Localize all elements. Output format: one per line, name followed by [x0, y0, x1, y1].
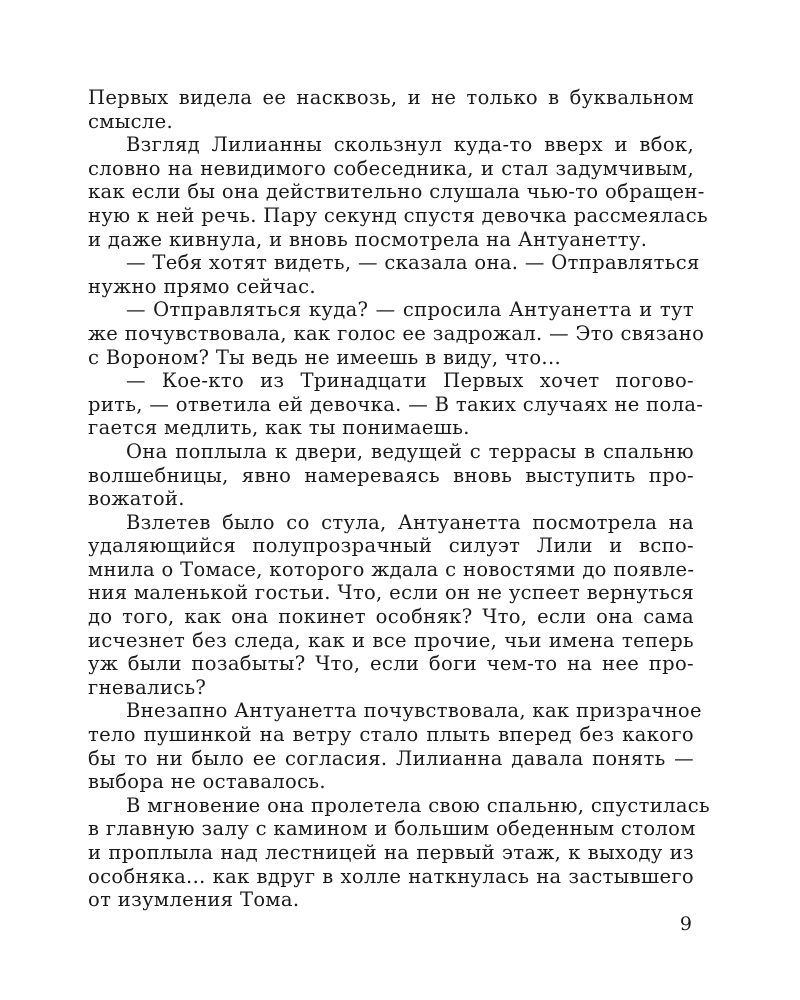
text-line: до того, как она покинет особняк? Что, если она сама: [88, 605, 694, 629]
text-line: гается медлить, как ты понимаешь.: [88, 416, 470, 440]
text-line: Взгляд Лилианны скользнул куда-то вверх и вбок,: [126, 133, 694, 157]
text-line: от изумления Тома.: [88, 888, 300, 912]
text-line: же почувствовала, как голос ее задрожал. — Это связано: [88, 321, 705, 345]
text-line: волшебницы, явно намереваясь вновь выступить про-: [88, 463, 694, 487]
text-line: Внезапно Антуанетта почувствовала, как призрачное: [126, 699, 702, 723]
text-line: уж были позабыты? Что, если боги чем-то на нее про-: [88, 652, 694, 676]
text-line: ную к ней речь. Пару секунд спустя девочка рассмеялась: [88, 203, 708, 227]
text-line: — Отправляться куда? — спросила Антуанетта и тут: [126, 298, 694, 322]
text-line: как если бы она действительно слушала чью-то обращен-: [88, 180, 705, 204]
text-line: с Вороном? Ты ведь не имеешь в виду, что...: [88, 345, 562, 369]
text-line: мнила о Томасе, которого ждала с новостями до появле-: [88, 557, 695, 581]
body-text: [88, 86, 711, 912]
text-line: нужно прямо сейчас.: [88, 274, 316, 298]
text-line: особняка... как вдруг в холле наткнулась на застывшего: [88, 864, 694, 888]
text-line: вожатой.: [88, 487, 185, 511]
text-line: тело пушинкой на ветру стало плыть вперед без какого: [88, 723, 694, 747]
text-line: Первых видела ее насквозь, и не только в буквальном: [88, 86, 694, 109]
text-line: Взлетев было со стула, Антуанетта посмотрела на: [126, 510, 694, 534]
text-line: и даже кивнула, и вновь посмотрела на Антуанетту.: [88, 227, 648, 251]
text-line: — Тебя хотят видеть, — сказала она. — Отправляться: [126, 251, 700, 275]
text-line: гневались?: [88, 675, 207, 699]
page-number: 9: [679, 913, 692, 935]
text-line: удаляющийся полупрозрачный силуэт Лили и вспо-: [88, 534, 694, 558]
text-line: в главную залу с камином и большим обеденным столом: [88, 817, 696, 841]
text-line: ния маленькой гостьи. Что, если он не успеет вернуться: [88, 581, 694, 605]
text-line: исчезнет без следа, как и все прочие, чьи имена теперь: [88, 628, 694, 652]
text-line: рить, — ответила ей девочка. — В таких случаях не пола-: [88, 392, 704, 416]
text-line: словно на невидимого собеседника, и стал задумчивым,: [88, 156, 694, 180]
text-line: Она поплыла к двери, ведущей с террасы в спальню: [126, 439, 694, 463]
text-line: В мгновение она пролетела свою спальню, спустилась: [126, 793, 711, 817]
text-line: и проплыла над лестницей на первый этаж, к выходу из: [88, 841, 694, 864]
text-line: выбора не оставалось.: [88, 770, 326, 794]
text-line: бы то ни было ее согласия. Лилианна давала понять —: [88, 746, 694, 770]
text-line: — Кое-кто из Тринадцати Первых хочет погово-: [126, 369, 694, 393]
text-line: смысле.: [88, 109, 174, 133]
